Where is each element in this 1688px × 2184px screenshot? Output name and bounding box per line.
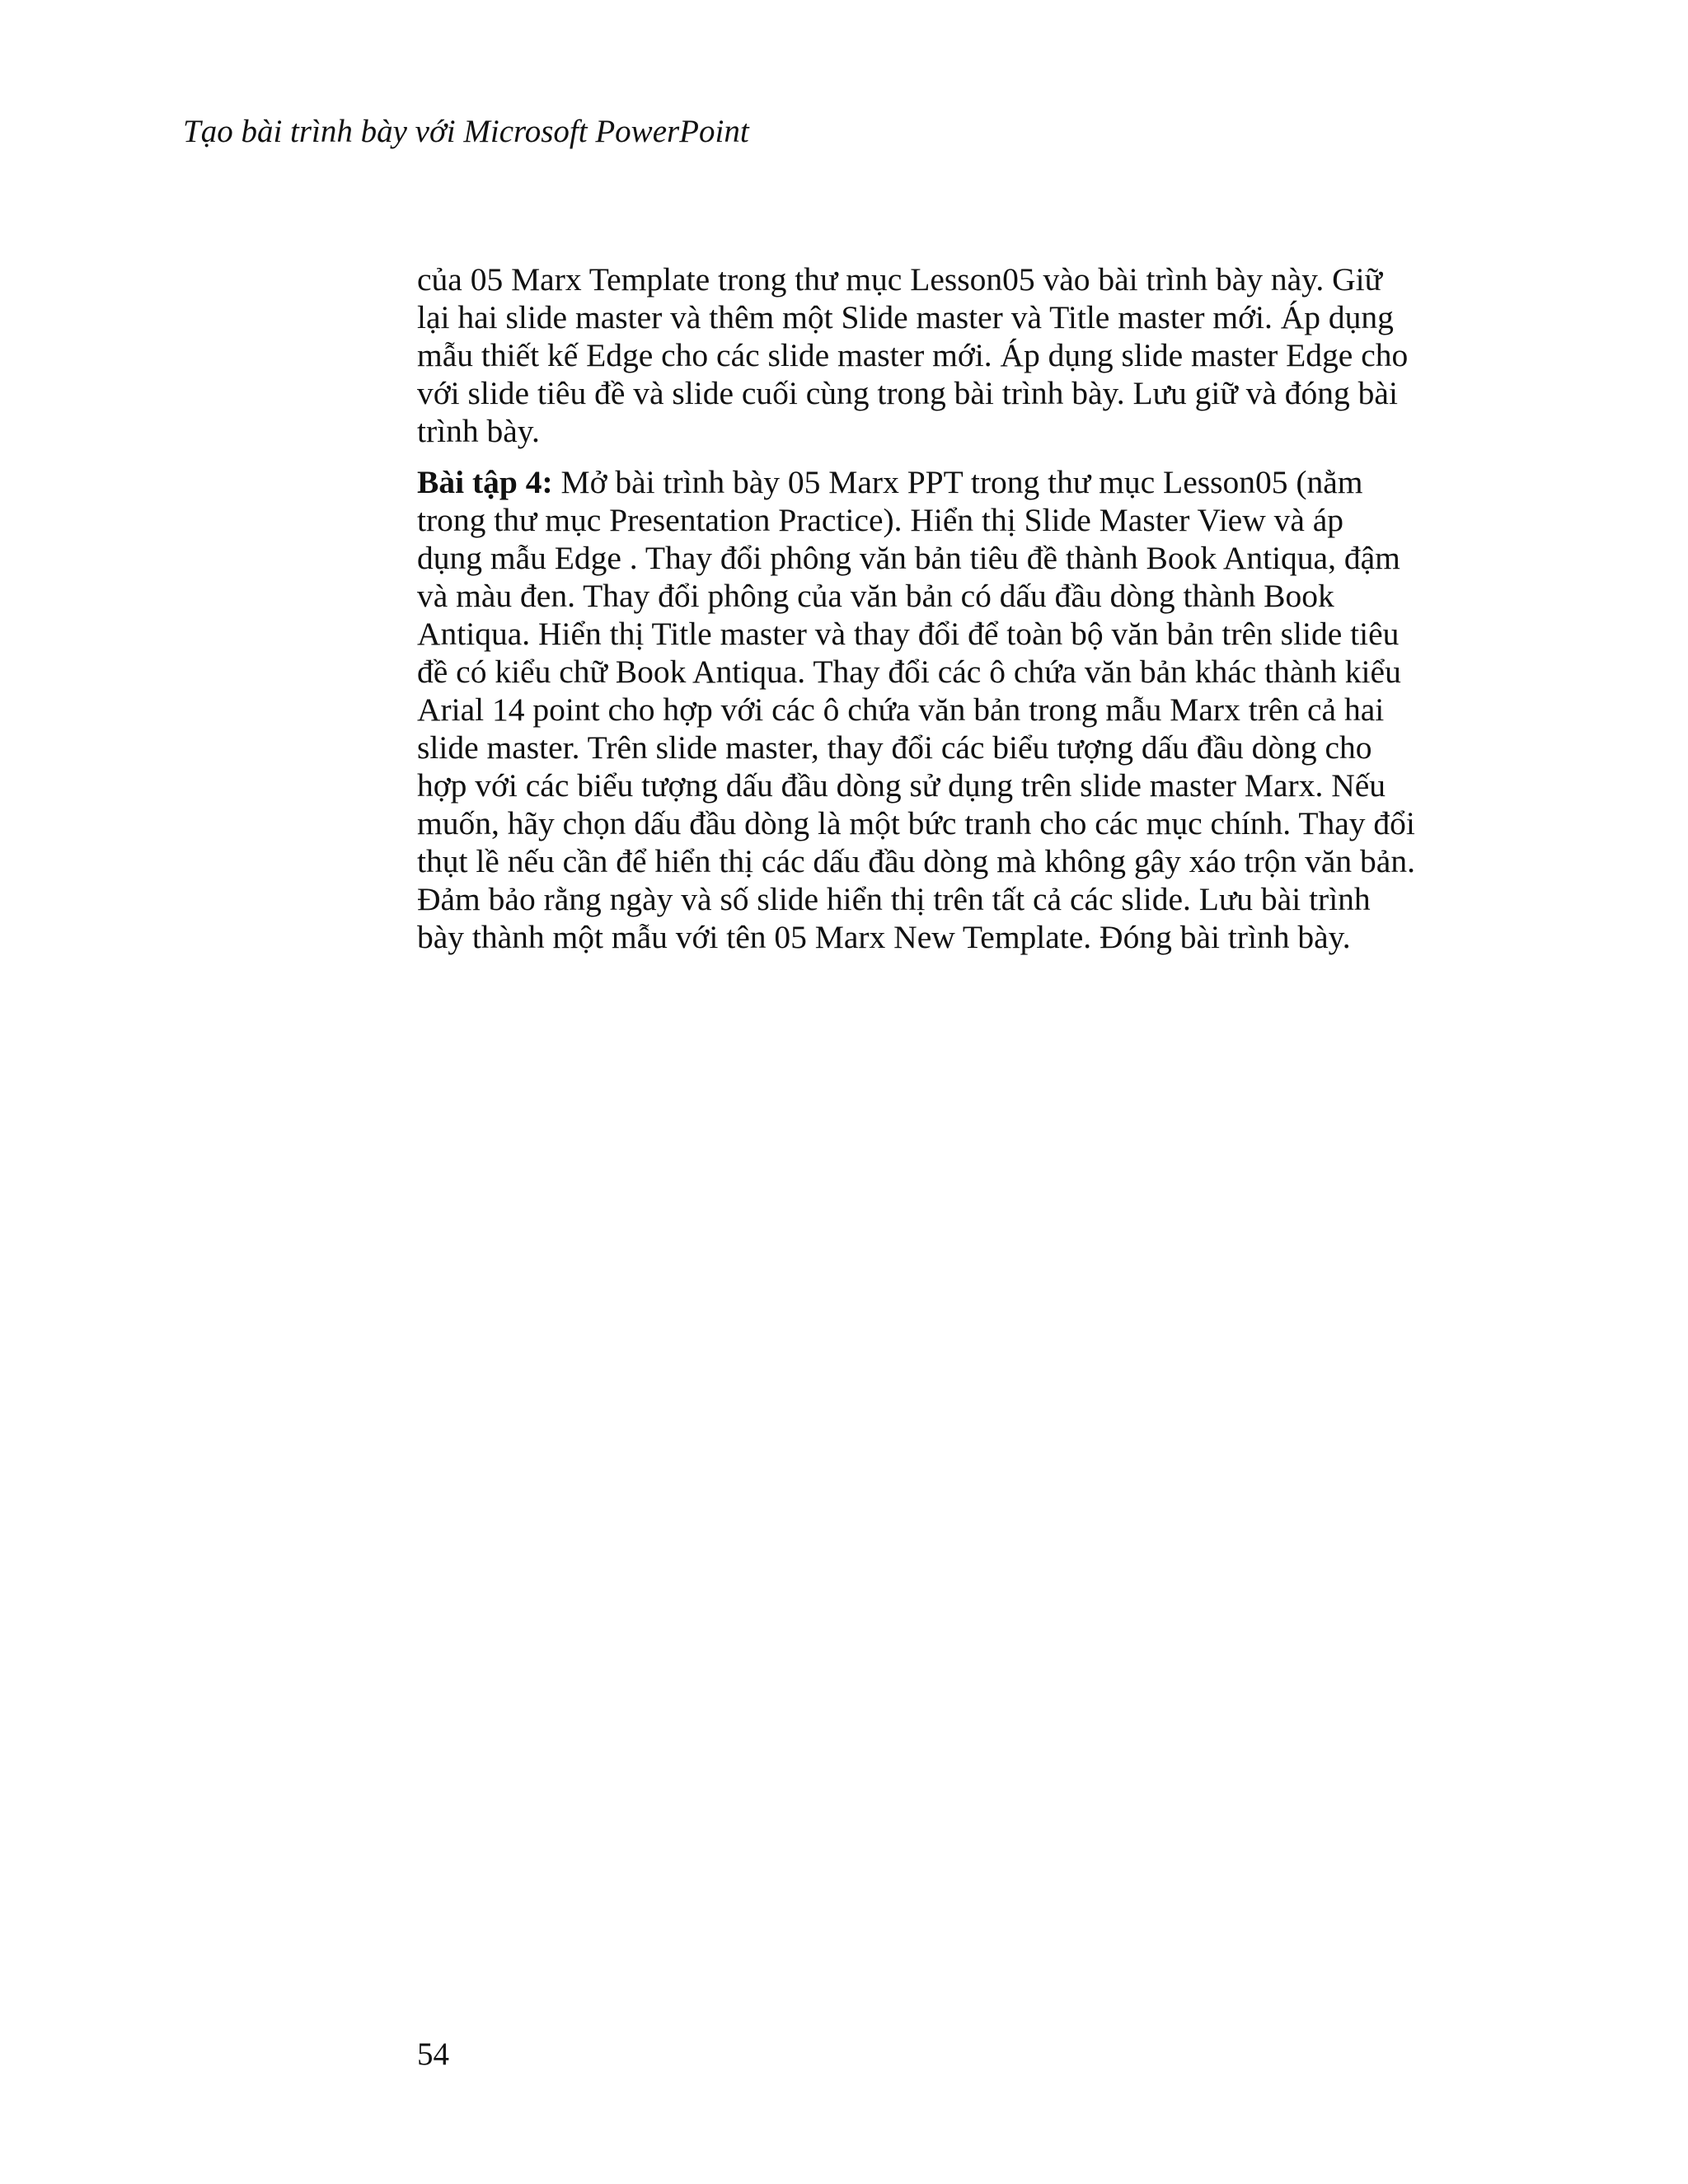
document-body: [417, 260, 1439, 969]
text-line: mẫu thiết kế Edge cho các slide master mới. Áp dụng slide master Edge cho: [417, 337, 1409, 373]
exercise-intro-text: Mở bài trình bày 05 Marx PPT trong thư mục Lesson05 (nằm: [552, 464, 1363, 500]
running-header: Tạo bài trình bày với Microsoft PowerPoint: [183, 114, 749, 149]
text-line: và màu đen. Thay đổi phông của văn bản có dấu đầu dòng thành Book: [417, 578, 1334, 614]
text-line: trong thư mục Presentation Practice). Hiển thị Slide Master View và áp: [417, 502, 1344, 538]
text-line: trình bày.: [417, 413, 540, 449]
exercise-4-paragraph: [417, 463, 1439, 956]
text-line: Antiqua. Hiển thị Title master và thay đổi để toàn bộ văn bản trên slide tiêu: [417, 616, 1400, 652]
text-line: với slide tiêu đề và slide cuối cùng trong bài trình bày. Lưu giữ và đóng bài: [417, 375, 1398, 411]
text-line: của 05 Marx Template trong thư mục Lesson05 vào bài trình bày này. Giữ: [417, 261, 1383, 298]
paragraph-continued: [417, 260, 1439, 450]
text-line: Đảm bảo rằng ngày và số slide hiển thị trên tất cả các slide. Lưu bài trình: [417, 881, 1371, 917]
text-line: Arial 14 point cho hợp với các ô chứa văn bản trong mẫu Marx trên cả hai: [417, 691, 1385, 728]
page-number: 54: [417, 2036, 449, 2072]
text-line: dụng mẫu Edge . Thay đổi phông văn bản tiêu đề thành Book Antiqua, đậm: [417, 540, 1400, 576]
exercise-label: Bài tập 4:: [417, 464, 553, 500]
text-line: [417, 463, 1439, 501]
text-line: hợp với các biểu tượng dấu đầu dòng sử dụng trên slide master Marx. Nếu: [417, 767, 1386, 804]
text-line: bày thành một mẫu với tên 05 Marx New Template. Đóng bài trình bày.: [417, 919, 1351, 955]
text-line: thụt lề nếu cần để hiển thị các dấu đầu dòng mà không gây xáo trộn văn bản.: [417, 843, 1415, 879]
text-line: slide master. Trên slide master, thay đổi các biểu tượng dấu đầu dòng cho: [417, 729, 1372, 766]
text-line: đề có kiểu chữ Book Antiqua. Thay đổi các ô chứa văn bản khác thành kiểu: [417, 654, 1401, 690]
text-line: lại hai slide master và thêm một Slide master và Title master mới. Áp dụng: [417, 299, 1394, 335]
text-line: muốn, hãy chọn dấu đầu dòng là một bức tranh cho các mục chính. Thay đổi: [417, 805, 1415, 841]
